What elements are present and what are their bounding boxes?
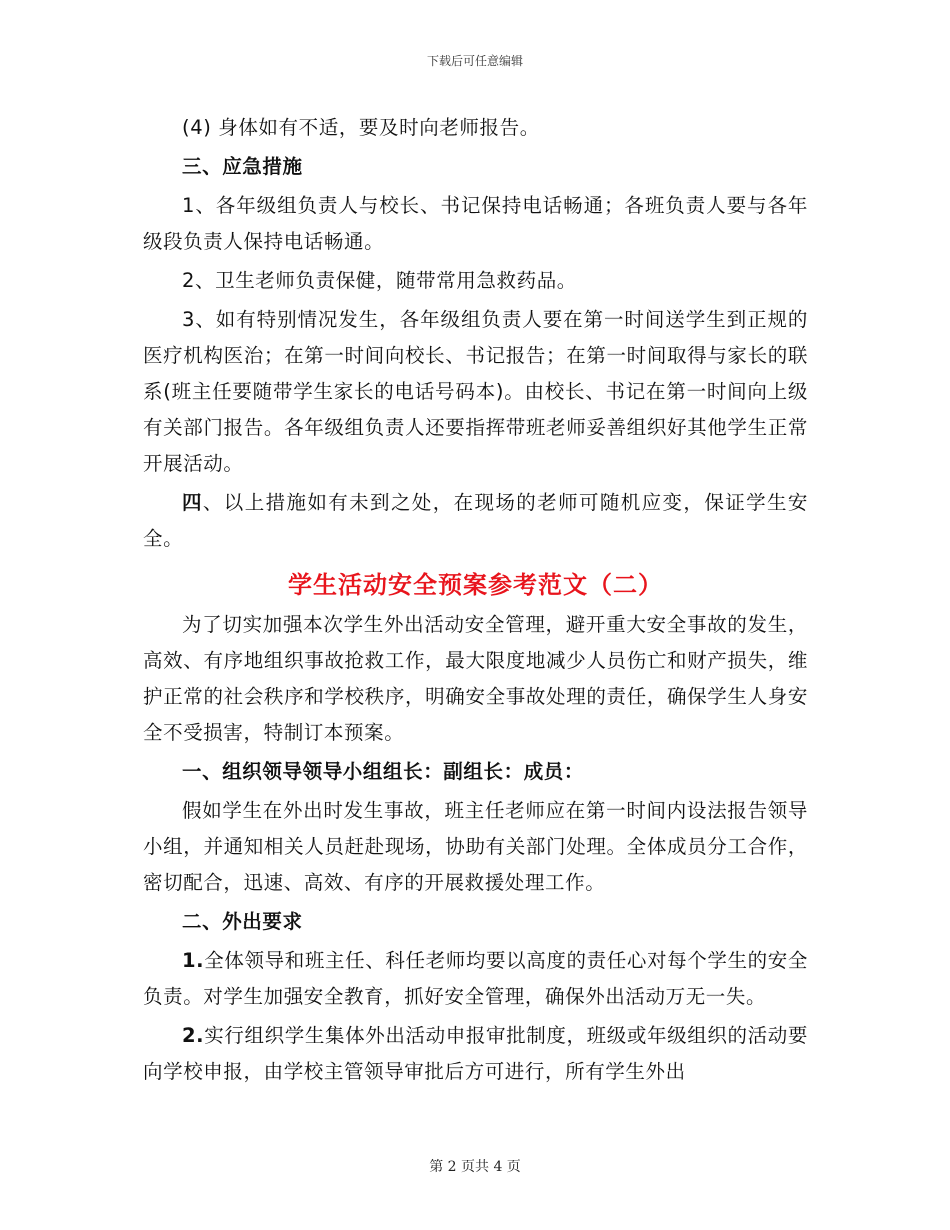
section-heading-emergency: 三、应急措施: [182, 155, 303, 178]
paragraph-emergency-1: 1、各年级组负责人与校长、书记保持电话畅通；各班负责人要与各年级段负责人保持电话畅通。: [143, 194, 808, 253]
document-body: [143, 110, 808, 1090]
section-heading-requirements: 二、外出要求: [182, 910, 303, 933]
page-footer: 第 2 页共 4 页: [429, 1159, 521, 1175]
paragraph-requirement-1: [143, 943, 808, 1015]
paragraph-emergency-2: 2、卫生老师负责保健，随带常用急救药品。: [182, 269, 577, 292]
paragraph-intro: 为了切实加强本次学生外出活动安全管理，避开重大安全事故的发生，高效、有序地组织事故抢救工作，最大限度地减少人员伤亡和财产损失，维护正常的社会秩序和学校秩序，明确安全事故处理的责任，确保学生人身安全不受损害，特制订本预案。: [143, 613, 808, 744]
section-4-text: 、以上措施如有未到之处，在现场的老师可随机应变，保证学生安全。: [143, 491, 808, 550]
paragraph-emergency-3: 3、如有特别情况发生，各年级组负责人要在第一时间送学生到正规的医疗机构医治；在第一时间向校长、书记报告；在第一时间取得与家长的联系(班主任要随带学生家长的电话号码本)。由校长、书记在第一时间向上级有关部门报告。各年级组负责人还要指挥带班老师妥善组织好其他学生正常开展活动。: [143, 308, 808, 475]
document-title: 学生活动安全预案参考范文（二）: [288, 571, 663, 599]
paragraph-section-4: [143, 485, 808, 557]
requirement-1-text: 全体领导和班主任、科任老师均要以高度的责任心对每个学生的安全负责。对学生加强安全教育，抓好安全管理，确保外出活动万无一失。: [143, 949, 808, 1008]
section-4-lead: 四: [182, 491, 203, 514]
paragraph-item-4: (4) 身体如有不适，要及时向老师报告。: [182, 116, 540, 139]
requirement-1-number: 1.: [182, 949, 205, 972]
section-heading-organization: 一、组织领导领导小组组长：副组长：成员：: [182, 760, 585, 783]
paragraph-requirement-2: [143, 1018, 808, 1090]
header-note: 下载后可任意编辑: [426, 54, 523, 68]
paragraph-organization: 假如学生在外出时发生事故，班主任老师应在第一时间内设法报告领导小组，并通知相关人员赶赴现场，协助有关部门处理。全体成员分工合作，密切配合，迅速、高效、有序的开展救援处理工作。: [143, 799, 808, 894]
requirement-2-text: 实行组织学生集体外出活动申报审批制度，班级或年级组织的活动要向学校申报，由学校主管领导审批后方可进行，所有学生外出: [143, 1024, 808, 1083]
requirement-2-number: 2.: [182, 1024, 205, 1047]
